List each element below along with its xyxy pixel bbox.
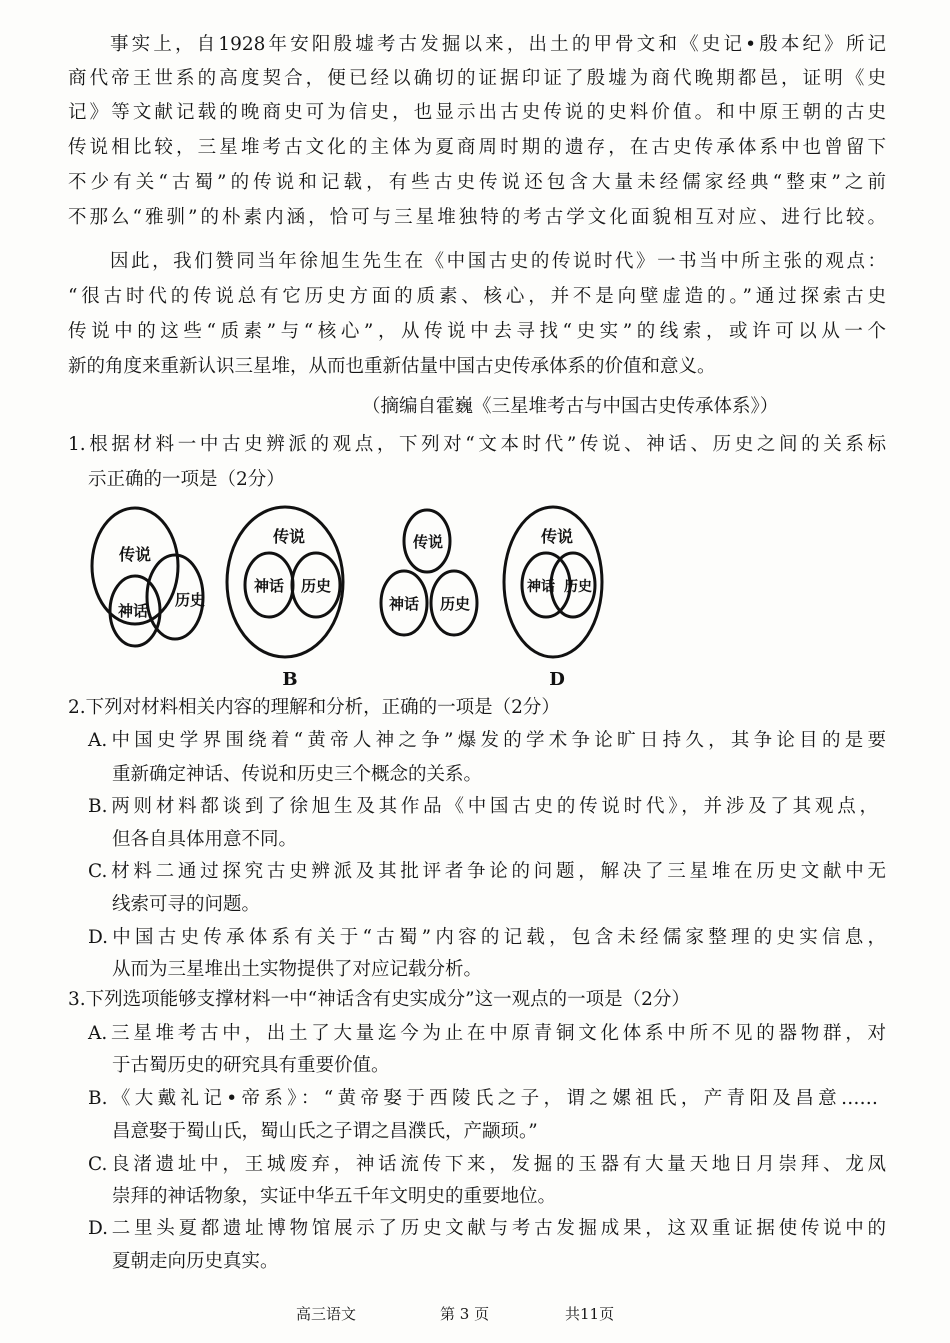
option-b-cont: 但各自具体用意不同。	[112, 829, 298, 850]
question-stem: 1.根据材料一中古史辨派的观点，下列对“文本时代”传说、神话、历史之间的关系标	[68, 434, 886, 455]
option-c-cont: 线索可寻的问题。	[112, 894, 261, 915]
footer-page: 第 3 页	[440, 1305, 490, 1323]
question-stem: 2.下列对材料相关内容的理解和分析，正确的一项是（2分）	[68, 697, 560, 718]
text-line: 不少有关“古蜀”的传说和记载，有些古史传说还包含大量未经儒家经典“整束”之前	[68, 172, 886, 193]
option-c[interactable]: C.良渚遗址中，王城废弃，神话流传下来，发掘的玉器有大量天地日月崇拜、龙凤	[88, 1154, 886, 1175]
text-line: 传说相比较，三星堆考古文化的主体为夏商周时期的遗存，在古史传承体系中也曾留下	[68, 137, 886, 158]
text-line: 因此，我们赞同当年徐旭生先生在《中国古史的传说时代》一书当中所主张的观点：	[110, 251, 886, 272]
footer-total: 共11页	[565, 1305, 615, 1323]
option-letter-d: D	[549, 669, 565, 690]
diagram-label: 传说	[412, 533, 444, 551]
source-citation: （摘编自霍巍《三星堆考古与中国古史传承体系》）	[362, 396, 779, 417]
option-letter-b: B	[282, 669, 298, 690]
option-a-cont: 重新确定神话、传说和历史三个概念的关系。	[112, 764, 483, 785]
question-stem: 示正确的一项是（2分）	[88, 469, 285, 490]
text-line: 记》等文献记载的晚商史可为信史，也显示出古史传说的史料价值。和中原王朝的古史	[68, 102, 886, 123]
label-myth: 神话	[117, 602, 149, 620]
diagram-label: 历史	[300, 577, 332, 595]
diagram-label: 传说	[272, 527, 306, 546]
option-a[interactable]: A.中国史学界围绕着“黄帝人神之争”爆发的学术争论旷日持久，其争论目的是要	[88, 730, 886, 751]
option-c-cont: 崇拜的神话物象，实证中华五千年文明史的重要地位。	[112, 1186, 557, 1207]
text-line: 商代帝王世系的高度契合，便已经以确切的证据印证了殷墟为商代晚期都邑，证明《史	[68, 68, 886, 89]
option-a[interactable]: A.三星堆考古中，出土了大量迄今为止在中原青铜文化体系中所不见的器物群，对	[88, 1023, 886, 1044]
footer-subject: 高三语文	[296, 1305, 357, 1323]
diagram-label: 历史	[564, 579, 592, 595]
option-d-cont: 夏朝走向历史真实。	[112, 1251, 279, 1272]
option-d[interactable]: D.二里头夏都遗址博物馆展示了历史文献与考古发掘成果，这双重证据使传说中的	[88, 1218, 886, 1239]
option-d-cont: 从而为三星堆出土实物提供了对应记载分析。	[112, 959, 483, 980]
diagram-label: 历史	[439, 595, 471, 613]
diagram-label: 神话	[253, 577, 285, 595]
diagram-b[interactable]	[227, 507, 343, 690]
diagram-a	[92, 508, 205, 646]
diagram-label: 传说	[540, 527, 574, 546]
option-d[interactable]: D.中国古史传承体系有关于“古蜀”内容的记载，包含未经儒家整理的史实信息，	[88, 927, 886, 948]
option-a-cont: 于古蜀历史的研究具有重要价值。	[112, 1055, 390, 1076]
text-line: 事实上，自1928年安阳殷墟考古发掘以来，出土的甲骨文和《史记•殷本纪》所记	[110, 34, 886, 55]
option-b[interactable]: B.《大戴礼记•帝系》：“黄帝娶于西陵氏之子，谓之嫘祖氏，产青阳及昌意……	[88, 1088, 878, 1109]
label-legend: 传说	[118, 545, 152, 564]
diagram-label: 神话	[527, 579, 555, 595]
text-line: 不那么“雅驯”的朴素内涵，恰可与三星堆独特的考古学文化面貌相互对应、进行比较。	[68, 207, 886, 228]
text-line: “很古时代的传说总有它历史方面的质素、核心，并不是向壁虚造的。”通过探索古史	[68, 286, 886, 307]
diagram-d[interactable]	[504, 507, 602, 690]
text-line: 新的角度来重新认识三星堆，从而也重新估量中国古史传承体系的价值和意义。	[68, 356, 716, 377]
text-line: 传说中的这些“质素”与“核心”，从传说中去寻找“史实”的线索，或许可以从一个	[68, 321, 886, 342]
option-c[interactable]: C.材料二通过探究古史辨派及其批评者争论的问题，解决了三星堆在历史文献中无	[88, 861, 886, 882]
option-b[interactable]: B.两则材料都谈到了徐旭生及其作品《中国古史的传说时代》，并涉及了其观点，	[88, 796, 878, 817]
diagram-label: 神话	[388, 595, 420, 613]
question-stem: 3.下列选项能够支撑材料一中“神话含有史实成分”这一观点的一项是（2分）	[68, 989, 690, 1010]
diagram-c[interactable]	[381, 510, 477, 635]
option-b-cont: 昌意娶于蜀山氏，蜀山氏之子谓之昌濮氏，产颛顼。”	[112, 1121, 538, 1142]
label-history: 历史	[174, 591, 206, 609]
